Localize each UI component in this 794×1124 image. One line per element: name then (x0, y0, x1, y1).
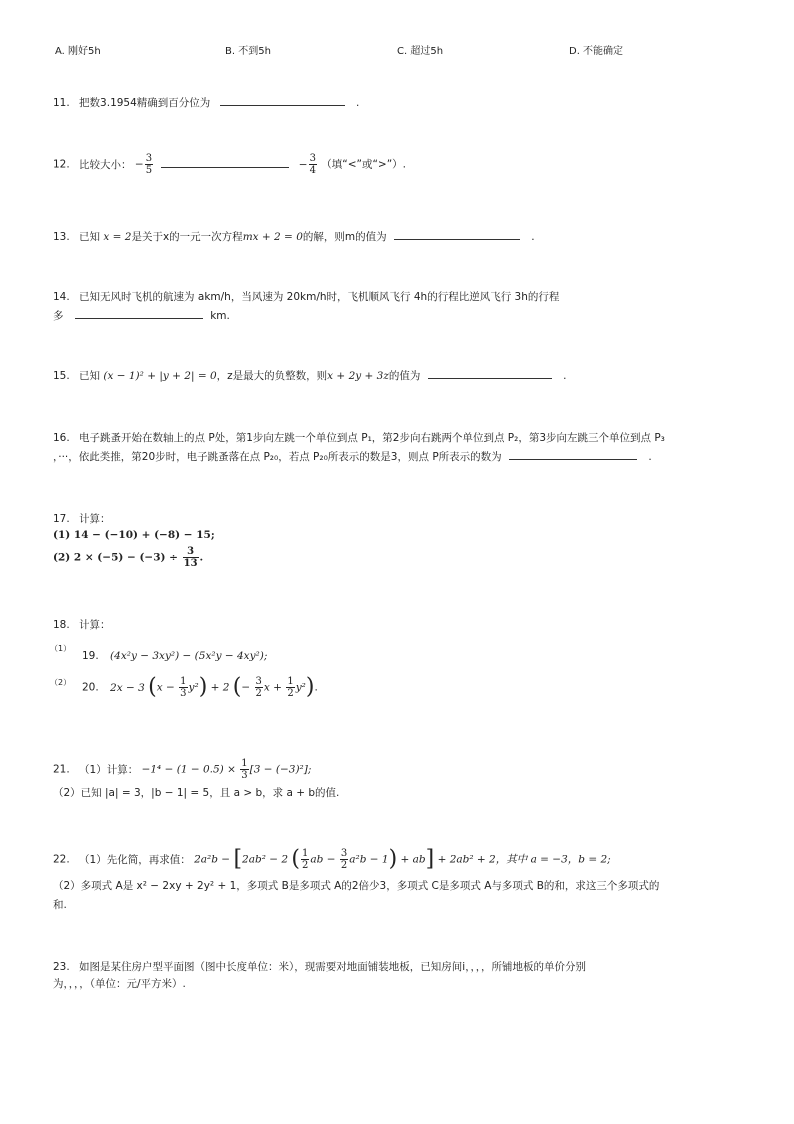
question-number: 13. (53, 231, 70, 243)
question-17 (53, 511, 111, 526)
question-text: 多 (53, 310, 64, 322)
fraction: $\frac{1}{3}$ (180, 676, 187, 699)
question-number: 18. (53, 619, 70, 631)
fraction: $\frac{3}{2}$ (255, 676, 262, 699)
answer-blank[interactable] (394, 230, 520, 240)
math-expression: x = 2 (103, 231, 132, 243)
question-text: 已知 (79, 370, 101, 382)
answer-blank[interactable] (428, 369, 552, 379)
question-number: 14. (53, 291, 70, 303)
option-d: D. 不能确定 (569, 46, 624, 57)
fraction: $\frac{3}{4}$ (309, 153, 316, 176)
part-label-2: （2） (50, 678, 72, 687)
part-label-1: （1） (50, 644, 72, 653)
question-17-part2: (2) 2 × (−5) − (−3) ÷ $\frac{3}{13}$ . (53, 546, 204, 569)
option-b: B. 不到5h (225, 46, 271, 57)
math-expression: mx + 2 = 0 (242, 231, 303, 243)
question-14-line2 (53, 308, 230, 323)
math-expression: (x − 1)² + |y + 2| = 0 (103, 370, 217, 382)
question-18 (53, 617, 111, 632)
answer-blank[interactable] (75, 309, 203, 319)
fraction: $\frac{3}{13}$ (183, 546, 198, 569)
question-text: 电子跳蚤开始在数轴上的点 P处，第1步向左跳一个单位到点 P₁，第2步向右跳两个单位到点 P₂，第3步向左跳三个单位到点 P₃ (79, 432, 665, 444)
question-11 (53, 95, 359, 110)
question-23-line2: 为，，，，（单位：元/平方米）. (53, 978, 186, 990)
question-number: 17. (53, 513, 70, 525)
option-a: A. 刚好5h (55, 46, 101, 57)
question-21-part2: （2）已知 |a| = 3，|b − 1| = 5，且 a > b，求 a + b的值. (53, 787, 340, 799)
fraction: $\frac{1}{2}$ (302, 848, 309, 871)
question-12: 12. 比较大小： − $\frac{3}{5}$ − $\frac{3}{4}$ （填“<”或“>”）. (53, 153, 406, 176)
option-c: C. 超过5h (397, 46, 444, 57)
question-number: 21. (53, 763, 70, 776)
answer-blank[interactable] (220, 96, 345, 106)
period: . (355, 97, 360, 109)
answer-blank[interactable] (161, 158, 289, 168)
period: . (648, 451, 652, 463)
question-text: 把数3.1954精确到百分位为 (79, 97, 211, 109)
question-23 (53, 959, 586, 974)
question-text: ，···，依此类推，第20步时，电子跳蚤落在点 P₂₀，若点 P₂₀所表示的数是3，则点 P所表示的数为 (53, 451, 502, 463)
question-text: ，z是最大的负整数，则 (216, 370, 328, 382)
subquestion-19: 19. (4x²y − 3xy²) − (5x²y − 4xy²); (82, 650, 268, 662)
question-title: 计算： (79, 619, 111, 631)
question-13 (53, 229, 535, 244)
subquestion-20: 20. 2x − 3 (x − $\frac{1}{3}$ y²) + 2 (− $\frac{3}{2}$ x + $\frac{1}{2}$ y²). (82, 674, 318, 700)
question-21: 21. （1）计算： −1⁴ − (1 − 0.5) × $\frac{1}{3}$ [3 − (−3)²]; (53, 758, 312, 781)
question-22: 22. （1）先化简，再求值： 2a²b − [2ab² − 2 ( $\frac{1}{2}$ ab − $\frac{3}{2}$ a²b − 1) + ab] + 2ab² + 2，其中 a = −3，b = 2; (53, 846, 611, 872)
question-15 (53, 368, 566, 383)
question-text: 已知 (79, 231, 101, 243)
question-text: 的值为 (388, 370, 421, 382)
unit-label: km. (210, 310, 230, 322)
fraction: $\frac{1}{2}$ (287, 676, 294, 699)
question-22-part2-line2: 和. (53, 899, 67, 911)
question-number: 22. (53, 853, 70, 866)
question-title: 计算： (79, 513, 111, 525)
fraction: $\frac{3}{5}$ (145, 153, 153, 176)
answer-blank[interactable] (509, 450, 637, 460)
period: . (563, 370, 567, 382)
question-text: 的解，则m的值为 (302, 231, 387, 243)
question-number: 12. (53, 158, 70, 171)
question-17-part1: (1) 14 − (−10) + (−8) − 15; (53, 529, 215, 541)
math-expression: x + 2y + 3z (327, 370, 389, 382)
question-22-part2-line1: （2）多项式 A是 x² − 2xy + 2y² + 1，多项式 B是多项式 A的2倍少3，多项式 C是多项式 A与多项式 B的和，求这三个多项式的 (53, 880, 660, 892)
question-number: 16. (53, 432, 70, 444)
question-14 (53, 289, 559, 304)
question-16-line2 (53, 449, 652, 464)
question-number: 11. (53, 97, 70, 109)
question-text: 已知无风时飞机的航速为 akm/h，当风速为 20km/h时，飞机顺风飞行 4h的行程比逆风飞行 3h的行程 (79, 291, 560, 303)
fraction: $\frac{1}{3}$ (241, 758, 248, 781)
fraction: $\frac{3}{2}$ (340, 848, 348, 871)
question-number: 23. (53, 961, 70, 973)
question-number: 15. (53, 370, 70, 382)
question-text: 是关于x的一元一次方程 (131, 231, 243, 243)
question-text: 如图是某住房户型平面图（图中长度单位：米），现需要对地面铺装地板，已知房间i，，，，所铺地板的单价分别 (79, 961, 586, 973)
period: . (531, 231, 535, 243)
question-16 (53, 430, 665, 445)
question-text: 比较大小： (79, 158, 132, 171)
question-tail: （填“<”或“>”）. (321, 158, 406, 171)
